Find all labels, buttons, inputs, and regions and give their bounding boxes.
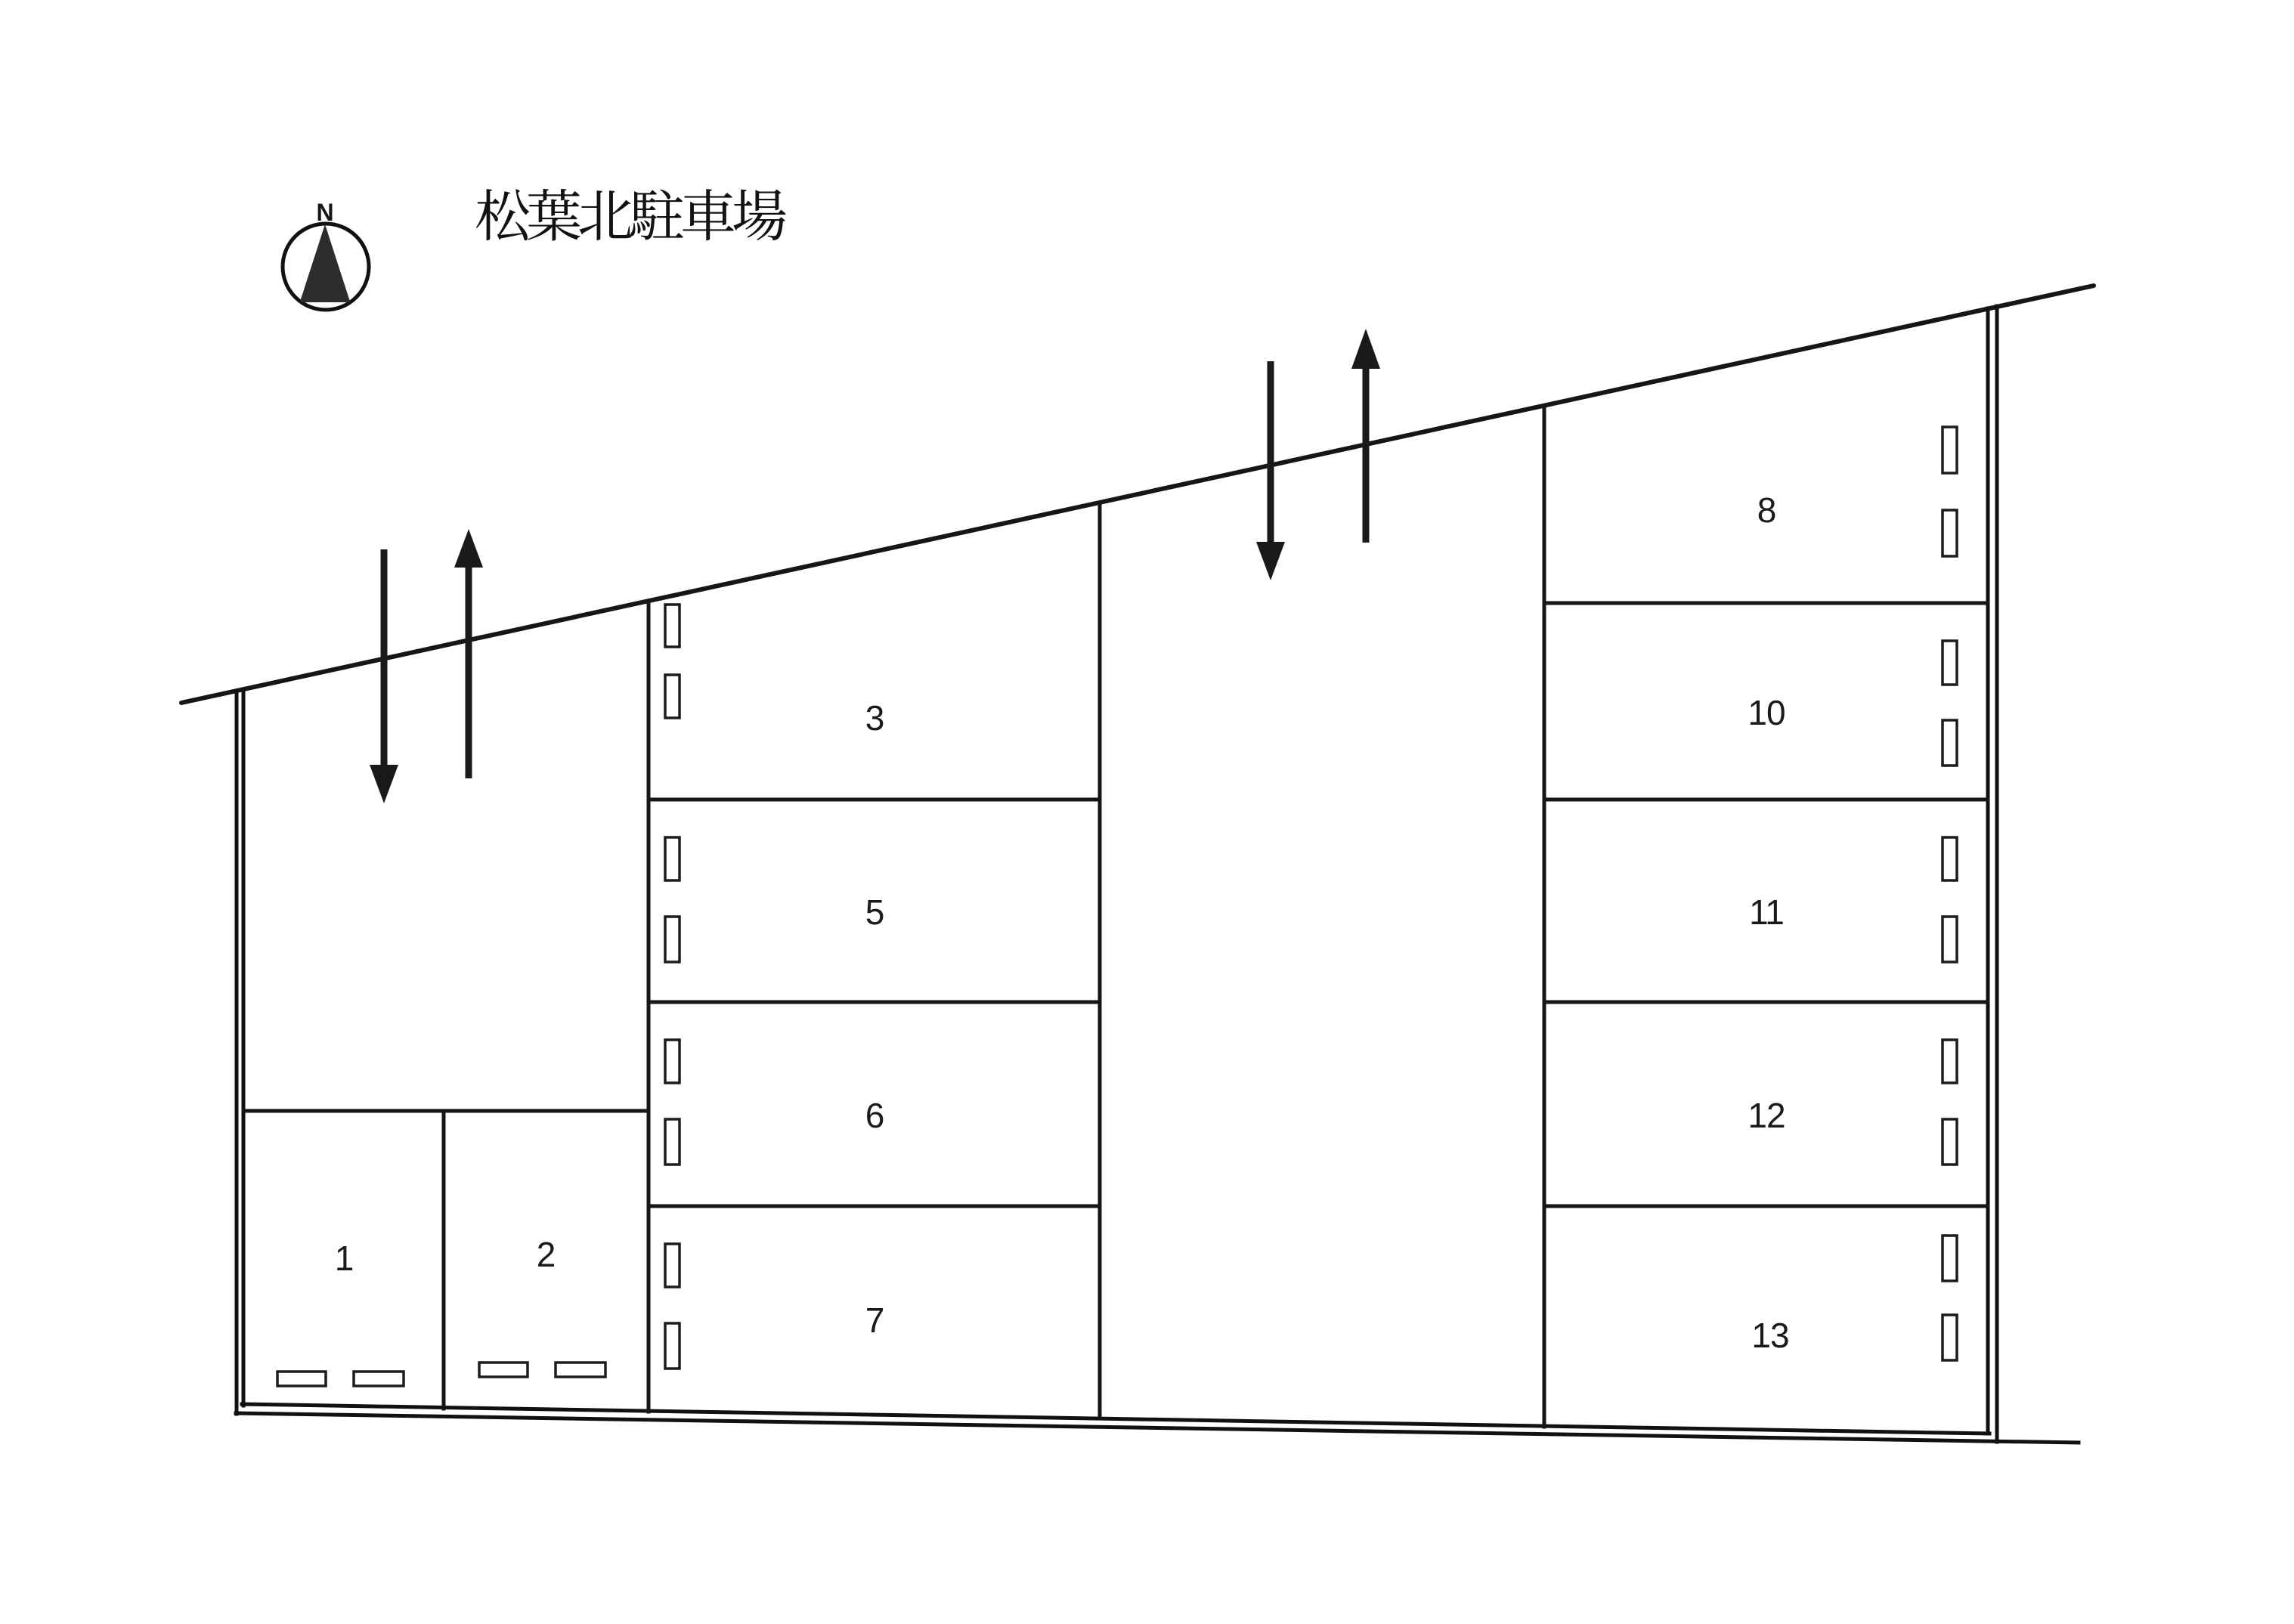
wheelstop-space2-a bbox=[479, 1363, 528, 1377]
left-driveway-arrow-down-icon bbox=[370, 549, 398, 803]
tick-space8-b bbox=[1943, 510, 1957, 556]
space-12-label: 12 bbox=[1748, 1096, 1785, 1135]
tick-space3-b bbox=[665, 675, 680, 718]
tick-space10-b bbox=[1943, 720, 1957, 766]
property-boundary bbox=[236, 306, 2079, 1443]
space-1-label: 1 bbox=[334, 1239, 354, 1278]
center-driveway-arrow-up-icon bbox=[1351, 329, 1380, 543]
tick-space10-a bbox=[1943, 641, 1957, 685]
wheelstop-space1-a bbox=[277, 1372, 326, 1386]
wheelstop-space1-b bbox=[354, 1372, 404, 1386]
north-compass-icon bbox=[283, 199, 369, 310]
compass-needle bbox=[301, 227, 349, 302]
tick-space12-b bbox=[1943, 1119, 1957, 1165]
north-label: N bbox=[316, 199, 334, 226]
tick-space6-b bbox=[665, 1119, 680, 1165]
tick-space5-a bbox=[665, 837, 680, 880]
tick-space3-a bbox=[665, 605, 680, 647]
tick-space7-a bbox=[665, 1244, 680, 1287]
wheel-stops bbox=[277, 1363, 605, 1386]
parking-column-middle bbox=[649, 503, 1100, 1418]
space-3-label: 3 bbox=[865, 698, 884, 738]
tick-space13-a bbox=[1943, 1236, 1957, 1281]
tick-space11-b bbox=[1943, 917, 1957, 962]
space-10-label: 10 bbox=[1748, 693, 1785, 732]
tick-space8-a bbox=[1943, 427, 1957, 473]
space-5-label: 5 bbox=[865, 892, 884, 932]
space-13-label: 13 bbox=[1751, 1316, 1789, 1355]
wheelstop-space2-b bbox=[556, 1363, 605, 1377]
space-8-label: 8 bbox=[1757, 490, 1776, 530]
tick-space5-b bbox=[665, 917, 680, 962]
arrow-head bbox=[1351, 329, 1380, 369]
left-driveway-arrow-up-icon bbox=[454, 529, 483, 778]
arrow-head bbox=[1256, 542, 1285, 580]
space-6-label: 6 bbox=[865, 1096, 884, 1135]
arrow-head bbox=[454, 529, 483, 568]
space-11-label: 11 bbox=[1749, 892, 1784, 932]
page-title: 松葉北駐車場 bbox=[475, 185, 783, 248]
center-driveway-arrow-down-icon bbox=[1256, 361, 1285, 580]
space-2-label: 2 bbox=[536, 1235, 556, 1274]
space-7-label: 7 bbox=[865, 1301, 884, 1340]
tick-space11-a bbox=[1943, 837, 1957, 880]
tick-space6-a bbox=[665, 1040, 680, 1083]
tick-space13-b bbox=[1943, 1315, 1957, 1360]
tick-space7-b bbox=[665, 1323, 680, 1369]
tick-space12-a bbox=[1943, 1040, 1957, 1083]
boundary-bottom-outer bbox=[236, 1413, 2079, 1443]
arrow-head bbox=[370, 765, 398, 803]
